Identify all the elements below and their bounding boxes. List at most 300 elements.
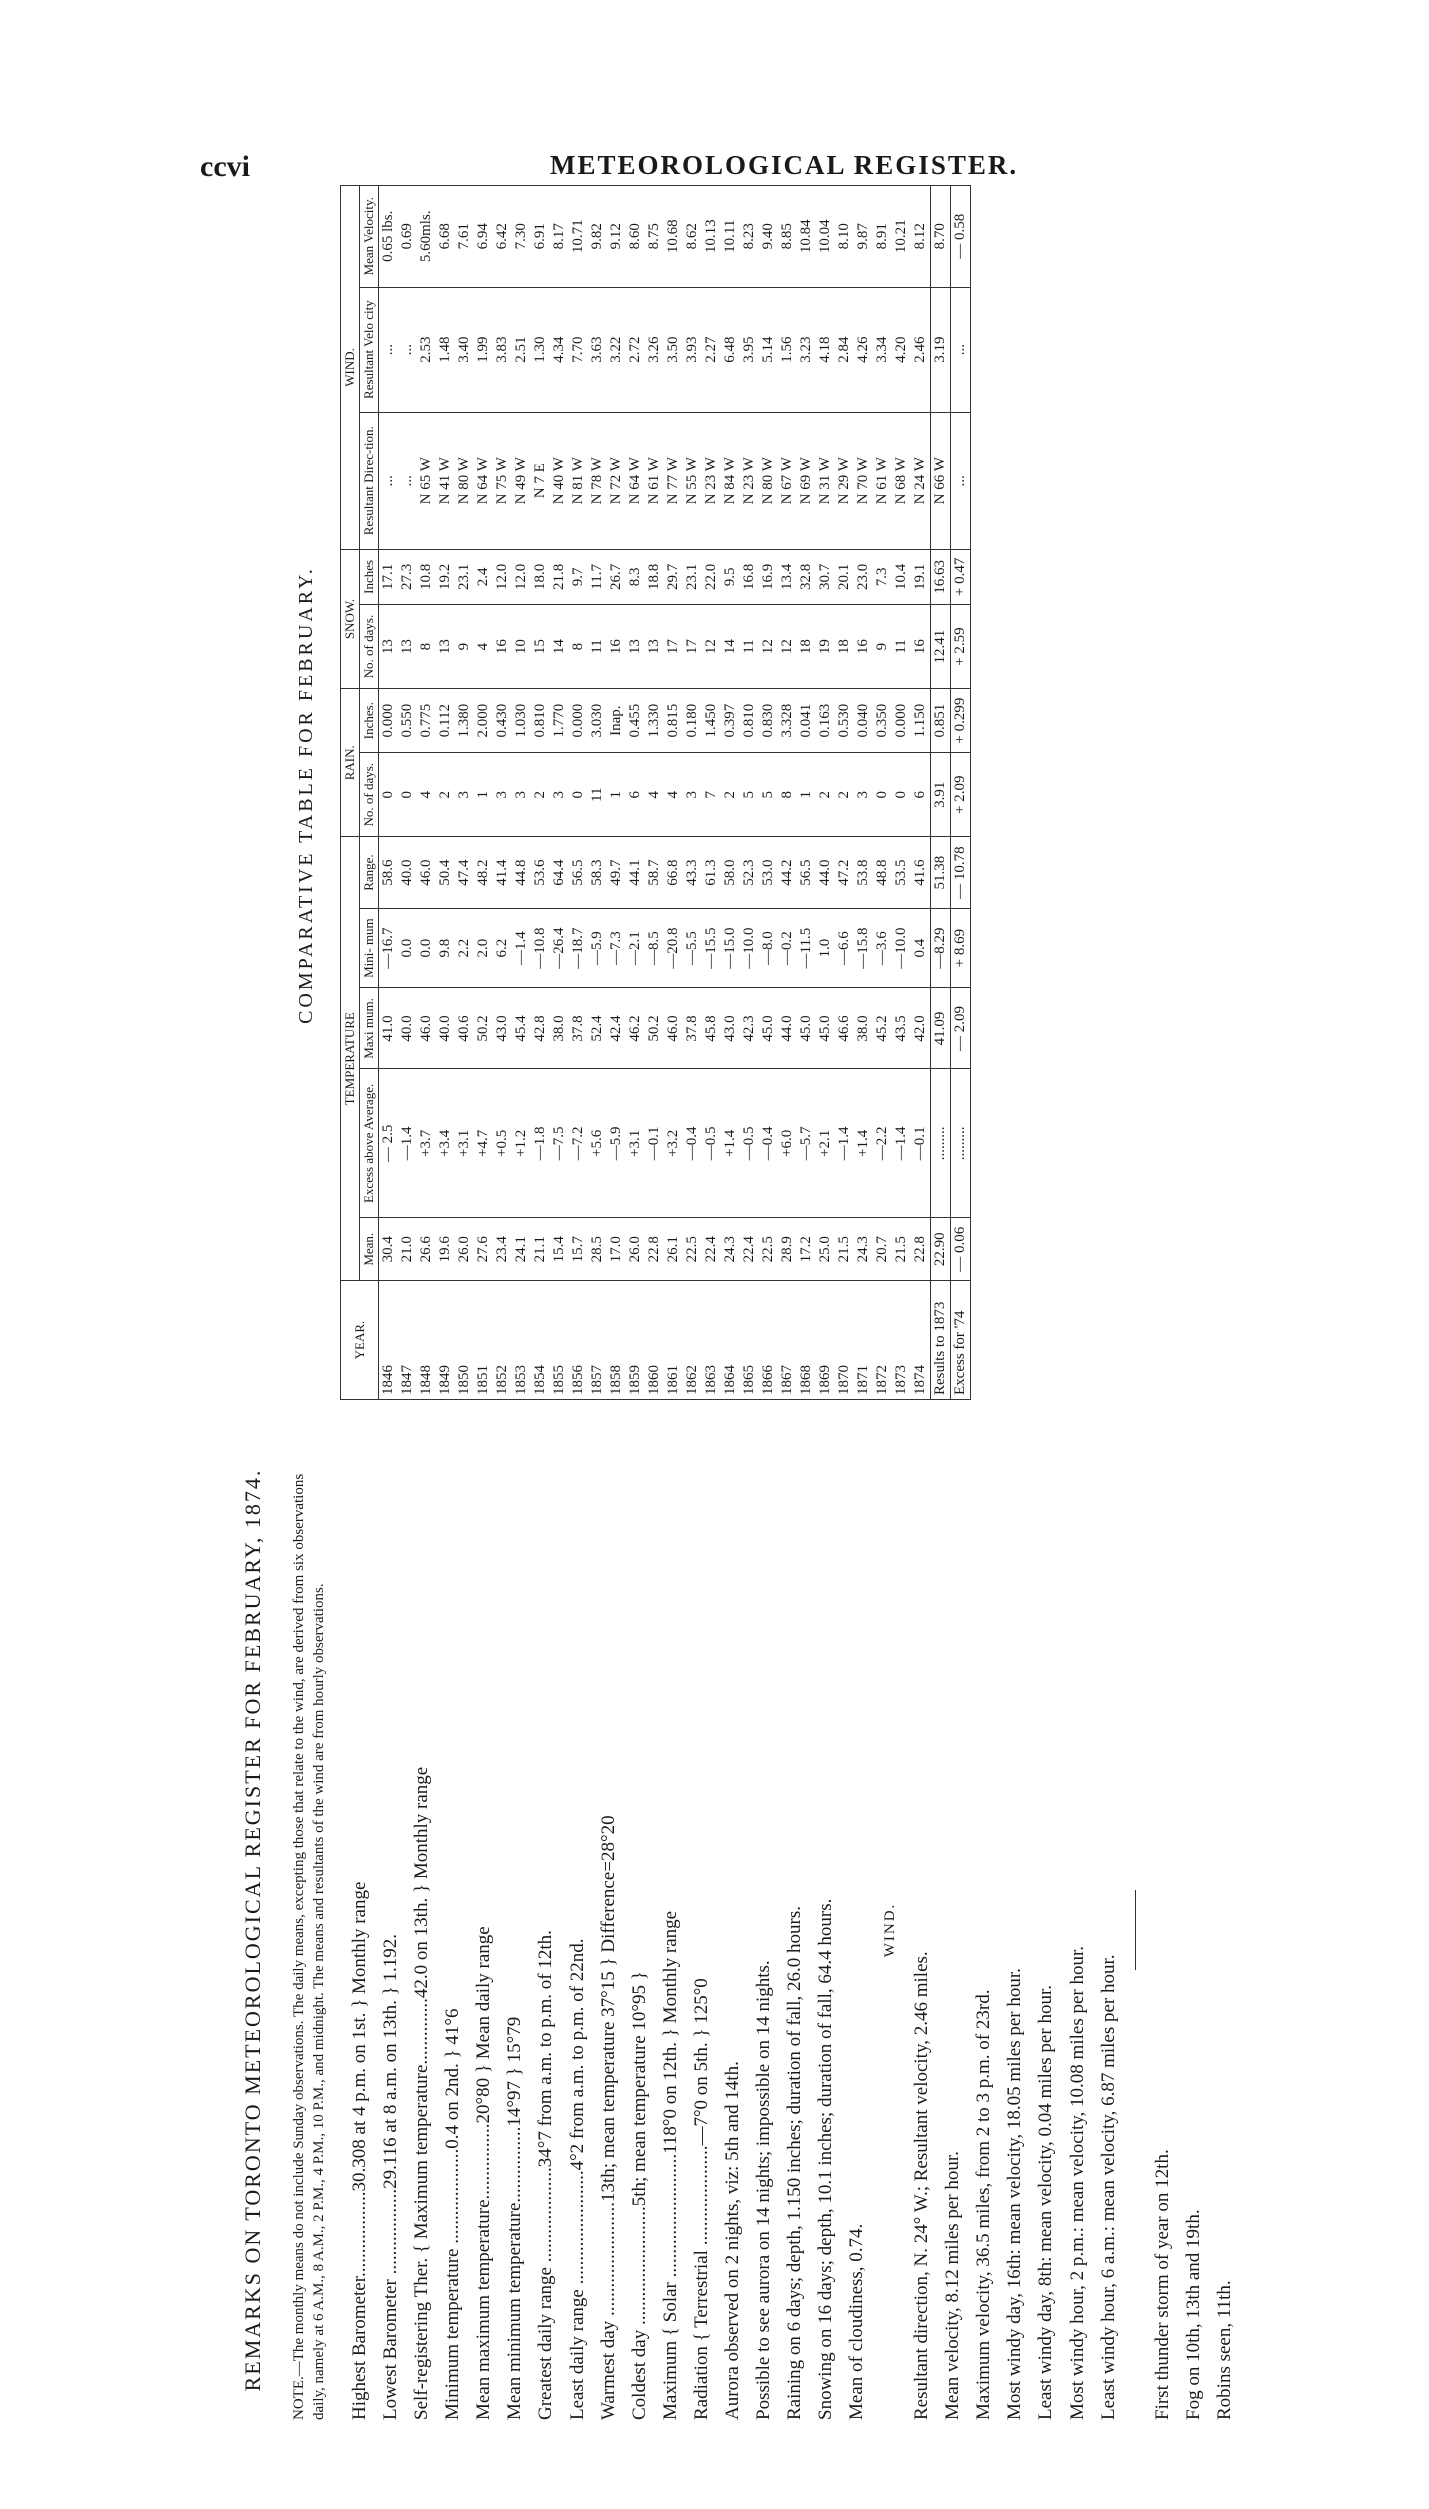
table-cell: —0.5 (702, 1069, 721, 1218)
table-cell: 18 (797, 604, 816, 688)
table-cell: 1.99 (474, 287, 493, 412)
table-cell: 2.72 (626, 287, 645, 412)
table-cell: 0.040 (854, 689, 873, 753)
table-cell: 6.42 (493, 186, 512, 288)
table-cell: 28.5 (588, 1218, 607, 1281)
table-cell: 3.23 (797, 287, 816, 412)
table-cell: —0.5 (740, 1069, 759, 1218)
table-cell: 51.38 (931, 837, 951, 908)
cell-year: 1862 (683, 1281, 702, 1400)
table-cell: +3.7 (417, 1069, 436, 1218)
table-cell: 11 (892, 604, 911, 688)
remark-line: Self-registering Ther. { Maximum temperature..............42.0 on 13th. } Monthly range (411, 1766, 433, 2420)
table-cell: 3.63 (588, 287, 607, 412)
cell-year: 1872 (873, 1281, 892, 1400)
table-cell: 46.2 (626, 988, 645, 1069)
table-cell: 26.1 (664, 1218, 683, 1281)
table-cell: 2.46 (911, 287, 931, 412)
table-cell: 6 (911, 753, 931, 837)
table-cell: — 2.5 (379, 1069, 399, 1218)
table-cell: 45.4 (512, 988, 531, 1069)
table-cell: 19.6 (436, 1218, 455, 1281)
cell-year: 1856 (569, 1281, 588, 1400)
table-cell: 2.27 (702, 287, 721, 412)
table-cell: 0.815 (664, 689, 683, 753)
table-cell: 48.8 (873, 837, 892, 908)
table-row (721, 186, 740, 1400)
cell-year: 1865 (740, 1281, 759, 1400)
table-cell: 3.50 (664, 287, 683, 412)
wind-line: Most windy hour, 2 p.m.: mean velocity, 10.08 miles per hour. (1066, 1945, 1088, 2420)
table-cell: 2.51 (512, 287, 531, 412)
table-cell: —10.0 (740, 908, 759, 988)
table-cell: —16.7 (379, 908, 399, 988)
cell-year: 1853 (512, 1281, 531, 1400)
table-cell: 6.2 (493, 908, 512, 988)
table-cell: 27.3 (398, 549, 417, 604)
table-cell: —2.2 (873, 1069, 892, 1218)
table-cell: 12 (759, 604, 778, 688)
table-cell: 1.56 (778, 287, 797, 412)
cell-year: 1852 (493, 1281, 512, 1400)
table-cell: 17.1 (379, 549, 399, 604)
table-cell: —11.5 (797, 908, 816, 988)
table-cell: 0.180 (683, 689, 702, 753)
table-cell: 21.0 (398, 1218, 417, 1281)
table-cell: 0.000 (569, 689, 588, 753)
table-row (569, 186, 588, 1400)
cell-year: 1868 (797, 1281, 816, 1400)
table-cell: N 64 W (626, 412, 645, 549)
table-cell: 44.0 (778, 988, 797, 1069)
table-cell: 8.70 (931, 186, 951, 288)
table-cell: N 67 W (778, 412, 797, 549)
table-cell: 0.775 (417, 689, 436, 753)
table-cell: 45.0 (797, 988, 816, 1069)
table-cell: ......... (931, 1069, 951, 1218)
table-cell: 3 (854, 753, 873, 837)
table-cell: 14 (721, 604, 740, 688)
table-cell: 22.5 (683, 1218, 702, 1281)
table-cell: 2.2 (455, 908, 474, 988)
table-cell: — 0.06 (951, 1218, 971, 1281)
table-cell: 0.851 (931, 689, 951, 753)
cell-year: 1857 (588, 1281, 607, 1400)
table-cell: +1.2 (512, 1069, 531, 1218)
table-cell: 3 (493, 753, 512, 837)
table-cell: 3.93 (683, 287, 702, 412)
table-cell: 22.4 (740, 1218, 759, 1281)
table-cell: —2.1 (626, 908, 645, 988)
table-cell: 21.5 (892, 1218, 911, 1281)
table-cell: 8.3 (626, 549, 645, 604)
table-cell: — 10.78 (951, 837, 971, 908)
cell-year: 1846 (379, 1281, 399, 1400)
table-cell: 9.5 (721, 549, 740, 604)
table-cell: —6.6 (835, 908, 854, 988)
remark-line: Mean of cloudiness, 0.74. (846, 2223, 868, 2420)
table-cell: N 78 W (588, 412, 607, 549)
cell-year: 1850 (455, 1281, 474, 1400)
table-cell: 1 (474, 753, 493, 837)
table-cell: 58.3 (588, 837, 607, 908)
table-cell: 0.4 (911, 908, 931, 988)
table-cell: 45.0 (759, 988, 778, 1069)
table-cell: +1.4 (854, 1069, 873, 1218)
table-cell: —20.8 (664, 908, 683, 988)
table-cell: 10.04 (816, 186, 835, 288)
table-cell: ... (951, 287, 971, 412)
remark-line: Lowest Barometer ..................29.116 at 8 a.m. on 13th. } 1.192. (380, 1934, 402, 2420)
group-wind: WIND. (341, 186, 360, 550)
table-cell: +3.4 (436, 1069, 455, 1218)
table-cell: 21.1 (531, 1218, 550, 1281)
table-cell: —26.4 (550, 908, 569, 988)
table-cell: N 61 W (873, 412, 892, 549)
table-cell: 2 (816, 753, 835, 837)
table-cell: 22.4 (702, 1218, 721, 1281)
table-cell: N 84 W (721, 412, 740, 549)
table-cell: 61.3 (702, 837, 721, 908)
table-cell: 66.8 (664, 837, 683, 908)
cell-year: 1869 (816, 1281, 835, 1400)
col-snow-days: No. of days. (360, 604, 379, 688)
table-cell: 4.20 (892, 287, 911, 412)
wind-heading: WIND. (882, 1902, 899, 1958)
table-cell: —5.9 (607, 1069, 626, 1218)
table-cell: 17 (664, 604, 683, 688)
table-cell: 1.150 (911, 689, 931, 753)
table-cell: 38.0 (550, 988, 569, 1069)
table-cell: 37.8 (569, 988, 588, 1069)
table-cell: 37.8 (683, 988, 702, 1069)
table-cell: ... (951, 412, 971, 549)
table-cell: 2.4 (474, 549, 493, 604)
table-row (474, 186, 493, 1400)
table-cell: 3.91 (931, 753, 951, 837)
table-cell: 30.7 (816, 549, 835, 604)
table-cell: N 66 W (931, 412, 951, 549)
table-cell: + 8.69 (951, 908, 971, 988)
cell-year: 1855 (550, 1281, 569, 1400)
table-cell: 1.380 (455, 689, 474, 753)
table-cell: 26.7 (607, 549, 626, 604)
table-cell: 18.0 (531, 549, 550, 604)
table-cell: 1.770 (550, 689, 569, 753)
table-cell: 1.330 (645, 689, 664, 753)
table-cell: 1 (797, 753, 816, 837)
table-cell: 47.4 (455, 837, 474, 908)
cell-year: 1861 (664, 1281, 683, 1400)
table-cell: 23.0 (854, 549, 873, 604)
table-cell: 22.8 (645, 1218, 664, 1281)
table-cell: +5.6 (588, 1069, 607, 1218)
table-cell: — 0.58 (951, 186, 971, 288)
table-cell: —0.4 (759, 1069, 778, 1218)
table-cell: +3.1 (455, 1069, 474, 1218)
table-cell: 44.2 (778, 837, 797, 908)
table-cell: N 69 W (797, 412, 816, 549)
table-cell: —5.9 (588, 908, 607, 988)
table-cell: 2.0 (474, 908, 493, 988)
table-cell: 16 (493, 604, 512, 688)
table-cell: ... (379, 412, 399, 549)
table-cell: 10.68 (664, 186, 683, 288)
table-cell: N 40 W (550, 412, 569, 549)
table-cell: —18.7 (569, 908, 588, 988)
table-cell: 58.0 (721, 837, 740, 908)
table-row (398, 186, 417, 1400)
table-cell: 46.0 (417, 988, 436, 1069)
remark-line: Snowing on 16 days; depth, 10.1 inches; duration of fall, 64.4 hours. (815, 1898, 837, 2420)
table-cell: 12.0 (512, 549, 531, 604)
table-cell: —5.7 (797, 1069, 816, 1218)
table-cell: 0.041 (797, 689, 816, 753)
table-row (759, 186, 778, 1400)
table-cell: —10.0 (892, 908, 911, 988)
table-row (816, 186, 835, 1400)
table-cell: 3 (512, 753, 531, 837)
table-cell: —8.5 (645, 908, 664, 988)
table-cell: 21.5 (835, 1218, 854, 1281)
table-cell: 58.7 (645, 837, 664, 908)
table-row (683, 186, 702, 1400)
table-cell: 16.63 (931, 549, 951, 604)
table-cell: N 64 W (474, 412, 493, 549)
table-cell: 52.3 (740, 837, 759, 908)
remark-line: Mean maximum temperature................20°80 } Mean daily range (473, 1926, 495, 2420)
table-cell: N 29 W (835, 412, 854, 549)
cell-year: 1873 (892, 1281, 911, 1400)
table-cell: 5.60mls. (417, 186, 436, 288)
col-year: YEAR. (341, 1281, 379, 1400)
table-cell: N 24 W (911, 412, 931, 549)
table-row (797, 186, 816, 1400)
remark-line: Greatest daily range ....................34°7 from a.m. to p.m. of 12th. (535, 1930, 557, 2420)
table-cell: 41.09 (931, 988, 951, 1069)
cell-year: 1874 (911, 1281, 931, 1400)
table-cell: 2.84 (835, 287, 854, 412)
table-cell: 0.69 (398, 186, 417, 288)
col-mean-velocity: Mean Velocity. (360, 186, 379, 288)
table-cell: —1.4 (835, 1069, 854, 1218)
table-cell: 8.60 (626, 186, 645, 288)
remark-line: Radiation { Terrestrial .....................—7°0 on 5th. } 125°0 (690, 1978, 712, 2420)
table-row (588, 186, 607, 1400)
table-cell: 9.40 (759, 186, 778, 288)
excess-row (951, 186, 971, 1400)
table-cell: 10.84 (797, 186, 816, 288)
table-cell: 8 (778, 753, 797, 837)
table-cell: N 75 W (493, 412, 512, 549)
table-cell: 47.2 (835, 837, 854, 908)
table-cell: 0 (873, 753, 892, 837)
table-cell: 25.0 (816, 1218, 835, 1281)
table-cell: 0.430 (493, 689, 512, 753)
cell-year: 1864 (721, 1281, 740, 1400)
table-cell: 24.3 (721, 1218, 740, 1281)
table-cell: 3 (683, 753, 702, 837)
table-cell: 30.4 (379, 1218, 399, 1281)
table-cell: 3.83 (493, 287, 512, 412)
table-cell: 22.0 (702, 549, 721, 604)
remark-line: Least daily range ........................4°2 from a.m. to p.m. of 22nd. (566, 1938, 588, 2420)
table-cell: 13 (379, 604, 399, 688)
table-cell: 10.11 (721, 186, 740, 288)
cell-year: 1858 (607, 1281, 626, 1400)
table-cell: + 0.299 (951, 689, 971, 753)
remark-line: Warmest day ........................13th; mean temperature 37°15 } Difference=28°20 (597, 1815, 619, 2420)
table-cell: +0.5 (493, 1069, 512, 1218)
table-cell: 20.1 (835, 549, 854, 604)
comparative-title: COMPARATIVE TABLE FOR FEBRUARY. (295, 566, 317, 1024)
table-cell: 3.328 (778, 689, 797, 753)
table-cell: 23.1 (455, 549, 474, 604)
table-cell: 2 (531, 753, 550, 837)
remarks-title: REMARKS ON TORONTO METEOROLOGICAL REGISTER FOR FEBRUARY, 1874. (240, 1468, 265, 2392)
remarks-note: NOTE.—The monthly means do not include Sunday observations. The daily means, excepting those that relate to the wind, are derived from six observations daily, namely at 6 A.M., 8 A.M., 2 P.M., 4 P.M., 10 P.M., and midnight. The means and resultants of the wind are from hourly observations. (291, 1473, 327, 2420)
table-cell: 1.48 (436, 287, 455, 412)
wind-line: Resultant direction, N. 24° W.; Resultant velocity, 2.46 miles. (911, 1951, 933, 2420)
table-cell: —10.8 (531, 908, 550, 988)
table-cell: Inap. (607, 689, 626, 753)
page-number: ccvi (200, 150, 250, 183)
table-cell: 29.7 (664, 549, 683, 604)
table-cell: —0.2 (778, 908, 797, 988)
table-cell: 22.5 (759, 1218, 778, 1281)
table-cell: —15.8 (854, 908, 873, 988)
table-cell: N 31 W (816, 412, 835, 549)
col-maximum: Maxi mum. (360, 988, 379, 1069)
table-row (607, 186, 626, 1400)
table-cell: 1.0 (816, 908, 835, 988)
table-cell: 4.34 (550, 287, 569, 412)
table-cell: 44.8 (512, 837, 531, 908)
table-cell: 56.5 (797, 837, 816, 908)
table-cell: 5 (740, 753, 759, 837)
table-cell: 19 (816, 604, 835, 688)
table-cell: 9.12 (607, 186, 626, 288)
col-minimum: Mini- mum (360, 908, 379, 988)
table-cell: —0.1 (645, 1069, 664, 1218)
table-cell: N 68 W (892, 412, 911, 549)
table-cell: 28.9 (778, 1218, 797, 1281)
remark-line: Maximum { Solar ..........................118°0 on 12th. } Monthly range (659, 1910, 681, 2420)
table-cell: —1.4 (398, 1069, 417, 1218)
table-cell: N 77 W (664, 412, 683, 549)
table-row (493, 186, 512, 1400)
results-row (931, 186, 951, 1400)
table-cell: 4 (474, 604, 493, 688)
table-cell: N 80 W (759, 412, 778, 549)
table-cell: + 2.09 (951, 753, 971, 837)
table-cell: 40.0 (436, 988, 455, 1069)
table-cell: 15 (531, 604, 550, 688)
table-cell: 12 (702, 604, 721, 688)
table-row (645, 186, 664, 1400)
table-cell: 0 (379, 753, 399, 837)
col-snow-inches: Inches (360, 549, 379, 604)
table-cell: 22.90 (931, 1218, 951, 1281)
table-cell: N 55 W (683, 412, 702, 549)
table-cell: 52.4 (588, 988, 607, 1069)
table-cell: 3.95 (740, 287, 759, 412)
comparative-table (340, 185, 971, 1400)
table-cell: 46.0 (417, 837, 436, 908)
table-cell: 4 (417, 753, 436, 837)
cell-year: 1849 (436, 1281, 455, 1400)
table-cell: 43.5 (892, 988, 911, 1069)
table-cell: 0.112 (436, 689, 455, 753)
table-cell: +3.2 (664, 1069, 683, 1218)
table-cell: 43.3 (683, 837, 702, 908)
remark-line: Highest Barometer..................30.308 at 4 p.m. on 1st. } Monthly range (349, 1881, 370, 2420)
table-cell: 44.0 (816, 837, 835, 908)
col-rain-days: No. of days. (360, 753, 379, 837)
final-line: Fog on 10th, 13th and 19th. (1182, 2209, 1204, 2420)
table-cell: 0.0 (417, 908, 436, 988)
table-cell: 0.0 (398, 908, 417, 988)
table-cell: —15.5 (702, 908, 721, 988)
group-rain: RAIN. (341, 689, 360, 837)
table-cell: —15.0 (721, 908, 740, 988)
table-cell: 24.3 (854, 1218, 873, 1281)
table-row (702, 186, 721, 1400)
table-cell: 12.41 (931, 604, 951, 688)
divider (1135, 1890, 1136, 1970)
table-cell: 3.030 (588, 689, 607, 753)
table-cell: 9 (455, 604, 474, 688)
table-cell: 48.2 (474, 837, 493, 908)
comparative-table-section (220, 180, 1350, 1410)
table-row (550, 186, 569, 1400)
table-row (531, 186, 550, 1400)
table-cell: 14 (550, 604, 569, 688)
table-cell: +6.0 (778, 1069, 797, 1218)
table-cell: +4.7 (474, 1069, 493, 1218)
table-cell: 40.0 (398, 988, 417, 1069)
table-cell: +1.4 (721, 1069, 740, 1218)
table-cell: 17.0 (607, 1218, 626, 1281)
table-cell: N 80 W (455, 412, 474, 549)
table-cell: 3.22 (607, 287, 626, 412)
table-cell: 13.4 (778, 549, 797, 604)
table-cell: 9.82 (588, 186, 607, 288)
table-cell: —3.6 (873, 908, 892, 988)
table-cell: ... (398, 287, 417, 412)
table-cell: 46.0 (664, 988, 683, 1069)
table-cell: 4 (645, 753, 664, 837)
table-row (664, 186, 683, 1400)
table-cell: 2 (835, 753, 854, 837)
table-cell: —8.29 (931, 908, 951, 988)
table-cell: 41.0 (379, 988, 399, 1069)
table-cell: 42.4 (607, 988, 626, 1069)
table-cell: 23.4 (493, 1218, 512, 1281)
wind-line: Maximum velocity, 36.5 miles, from 2 to 3 p.m. of 23rd. (973, 1989, 995, 2420)
table-cell: 20.7 (873, 1218, 892, 1281)
table-cell: 2.000 (474, 689, 493, 753)
table-cell: — 2.09 (951, 988, 971, 1069)
cell-year: 1863 (702, 1281, 721, 1400)
cell-year: 1867 (778, 1281, 797, 1400)
table-cell: —0.1 (911, 1069, 931, 1218)
table-cell: 8.23 (740, 186, 759, 288)
table-cell: 26.6 (417, 1218, 436, 1281)
table-cell: 13 (398, 604, 417, 688)
table-cell: 8.75 (645, 186, 664, 288)
remark-line: Mean minimum temperature................14°97 } 15°79 (504, 2016, 526, 2420)
